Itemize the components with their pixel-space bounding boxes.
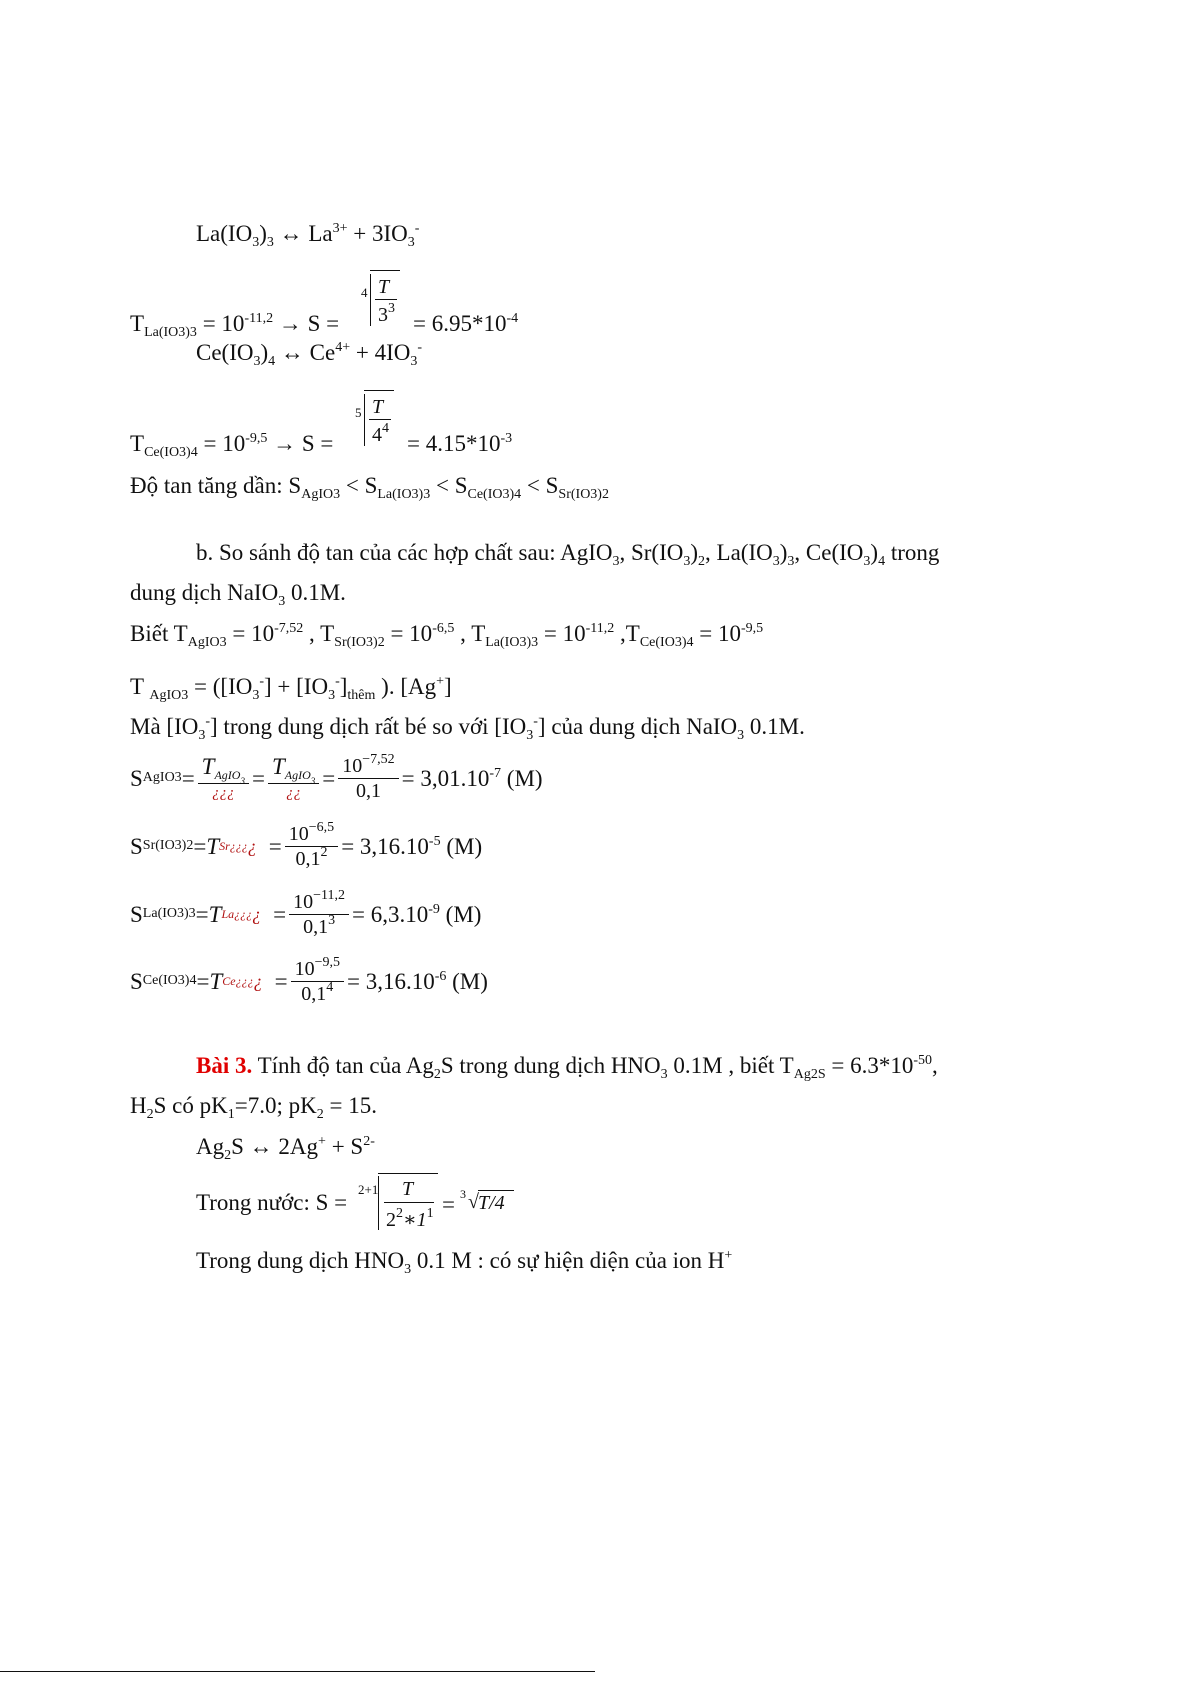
ce-fifth-root: 5 T $4^4$ bbox=[352, 388, 396, 450]
water-solubility-root: 2+1 T $2^2∗1^1$ = 3 √ T/4 bbox=[356, 1170, 524, 1234]
la-solubility-result: = $6.95*10^{-4}$ bbox=[413, 311, 519, 336]
la-dissociation-equation: $La(IO_3)_3$ ↔ $La^{3+} + 3IO_3^-$ bbox=[196, 221, 420, 250]
part-b-question-line2: dung dịch NaIO$_3$ 0.1M. bbox=[130, 580, 346, 609]
ce-dissociation-equation: $Ce(IO_3)_4$ ↔ $Ce^{4+} + 4IO_3^-$ bbox=[196, 340, 423, 369]
hno3-presence-line: Trong dung dịch $HNO_3$ 0.1 M : có sự hiện diện của ion H+ bbox=[196, 1248, 733, 1277]
water-solubility-label: Trong nước: S = bbox=[196, 1190, 348, 1215]
iodate-note: Mà $[IO_3^-]$ trong dung dịch rất bé so với $[IO_3^-]$ của dung dịch NaIO$_3$ 0.1M. bbox=[130, 714, 805, 743]
s-ceio3-formula: S Ce(IO3)4 = T Ce¿¿¿ ¿ = $\frac{10^{-9,5}}{0,1^4}$ = $3,16.10^{-6}$ (M) bbox=[130, 954, 488, 1005]
ce-solubility-result: = $4.15*10^{-3}$ bbox=[407, 431, 513, 456]
solubility-order: Độ tan tăng dần: $S_{AgIO3} < S_{La(IO3)3} < S_{Ce(IO3)4} < S_{Sr(IO3)2}$ bbox=[130, 473, 609, 502]
page-bottom-rule bbox=[0, 1671, 595, 1672]
la-fourth-root: 4 T $3^3$ bbox=[358, 268, 402, 330]
ce-solubility-line: $T_{Ce(IO3)4} = 10^{-9,5} \to S$ = bbox=[130, 431, 334, 460]
bai3-title: Bài 3. bbox=[196, 1053, 253, 1078]
bai3-line1: Bài 3. Tính độ tan của $Ag_2S$ trong dung dịch $HNO_3$ 0.1M , biết $T_{Ag2S} = 6.3*10^{-50}$, bbox=[196, 1053, 938, 1082]
given-constants: Biết $T_{AgIO3} = 10^{-7,52}$ , $T_{Sr(IO3)2} = 10^{-6,5}$ , $T_{La(IO3)3} = 10^{-11,2}$ $,T_{Ce(IO3)4} = 10^{-9,5}$ bbox=[130, 621, 764, 650]
part-b-question-line1: b. So sánh độ tan của các hợp chất sau: AgIO$_3$, $Sr(IO_3)_2$, $La(IO_3)_3$, $Ce(IO_3)_4$ trong bbox=[196, 540, 940, 569]
s-srio3-formula: S Sr(IO3)2 = T Sr¿¿¿ ¿ = $\frac{10^{-6,5}}{0,1^2}$ = $3,16.10^{-5}$ (M) bbox=[130, 819, 483, 870]
ag2s-dissociation-equation: $Ag_2S$ ↔ $2Ag^+ + S^{2-}$ bbox=[196, 1134, 375, 1163]
s-agio3-formula: S AgIO3 = $\frac{T_{AgIO_3}}{¿¿¿}$ = $\frac{T_{AgIO_3}}{¿¿}$ = $\frac{10^{-7,52}}{0,1}$ = $3,01.10^{-7}$ (M) bbox=[130, 751, 543, 802]
s-laio3-formula: S La(IO3)3 = T La¿¿¿ ¿ = $\frac{10^{-11,2}}{0,1^3}$ = $6,3.10^{-9}$ (M) bbox=[130, 887, 482, 938]
la-solubility-line: $T_{La(IO3)3} = 10^{-11,2} \to S$ = bbox=[130, 311, 340, 340]
t-agio3-expression: T $_{AgIO3} = ([IO_3^-] + [IO_3^-]_{thêm}$ ). [Ag+] bbox=[130, 674, 452, 703]
bai3-line2: $H_2S$ có $pK_1=7.0$; $pK_2 = 15$. bbox=[130, 1093, 377, 1122]
